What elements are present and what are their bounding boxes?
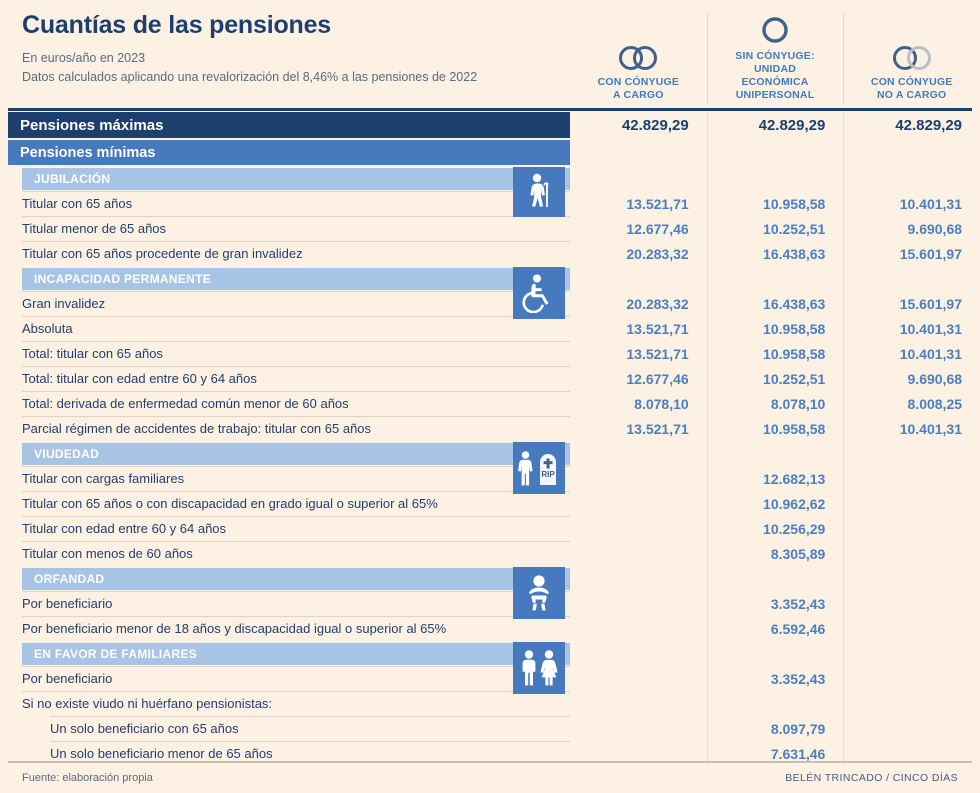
value-cell: 15.601,97 bbox=[843, 241, 980, 266]
value-cell: 3.352,43 bbox=[707, 591, 844, 616]
value-cell bbox=[843, 616, 980, 641]
row-separator bbox=[22, 391, 570, 392]
row-label-cell bbox=[0, 291, 570, 316]
value-cell: 12.677,46 bbox=[626, 370, 689, 387]
table-row bbox=[0, 716, 980, 741]
table-row bbox=[0, 616, 980, 641]
single-ring-icon bbox=[760, 15, 790, 45]
row-values bbox=[570, 666, 980, 691]
section-label-cell bbox=[0, 111, 570, 139]
row-label-cell bbox=[0, 416, 570, 441]
row-label: Total: titular con edad entre 60 y 64 años bbox=[22, 371, 257, 386]
title-block bbox=[0, 0, 570, 108]
row-label-cell bbox=[0, 516, 570, 541]
value-cell bbox=[843, 716, 980, 741]
footer bbox=[0, 763, 980, 793]
section-header-row bbox=[0, 641, 980, 666]
two-rings-one-faded-icon bbox=[890, 41, 934, 71]
value-cell bbox=[707, 441, 844, 466]
value-cell bbox=[843, 641, 980, 666]
value-cell: 12.682,13 bbox=[707, 466, 844, 491]
row-label: Titular con menos de 60 años bbox=[22, 546, 193, 561]
value-cell: 10.401,31 bbox=[843, 316, 980, 341]
table-row bbox=[0, 666, 980, 691]
row-values bbox=[570, 466, 980, 491]
col1-line4: UNIPERSONAL bbox=[735, 88, 815, 101]
section-label: INCAPACIDAD PERMANENTE bbox=[34, 271, 212, 286]
table-row bbox=[0, 241, 980, 266]
row-label-cell bbox=[0, 491, 570, 516]
row-label-cell bbox=[0, 391, 570, 416]
section-label-cell bbox=[0, 641, 570, 666]
table-body bbox=[0, 111, 980, 766]
value-cell bbox=[843, 566, 980, 591]
value-cell bbox=[843, 516, 980, 541]
col1-line3: ECONÓMICA bbox=[741, 75, 809, 88]
value-cell bbox=[843, 591, 980, 616]
section-label-cell bbox=[0, 139, 570, 166]
value-cell bbox=[570, 716, 707, 741]
value-cell bbox=[570, 139, 707, 166]
value-cell bbox=[843, 666, 980, 691]
value-cell: 8.078,10 bbox=[634, 395, 689, 412]
row-values bbox=[570, 566, 980, 591]
value-cell bbox=[570, 266, 707, 291]
section-header-row bbox=[0, 111, 980, 139]
row-values bbox=[570, 166, 980, 191]
row-values bbox=[570, 366, 980, 391]
row-label: Por beneficiario menor de 18 años y discapacidad igual o superior al 65% bbox=[22, 621, 447, 636]
row-label: Titular con cargas familiares bbox=[22, 471, 185, 486]
row-separator bbox=[22, 341, 570, 342]
col1-line2: UNIDAD bbox=[753, 62, 797, 75]
row-label-cell bbox=[0, 591, 570, 616]
row-label: Titular con 65 años o con discapacidad en grado igual o superior al 65% bbox=[22, 496, 438, 511]
row-values bbox=[570, 241, 980, 266]
value-cell: 9.690,68 bbox=[843, 216, 980, 241]
value-cell: 10.401,31 bbox=[843, 416, 980, 441]
section-header-row bbox=[0, 166, 980, 191]
value-cell bbox=[570, 541, 707, 566]
value-cell: 8.097,79 bbox=[707, 716, 844, 741]
row-values bbox=[570, 216, 980, 241]
value-cell bbox=[843, 266, 980, 291]
value-cell: 10.962,62 bbox=[707, 491, 844, 516]
value-cell bbox=[570, 591, 707, 616]
column-header-con-conyuge-no-a-cargo bbox=[843, 0, 980, 108]
row-separator bbox=[22, 366, 570, 367]
row-separator bbox=[22, 241, 570, 242]
row-values bbox=[570, 641, 980, 666]
row-values bbox=[570, 441, 980, 466]
table-row bbox=[0, 216, 980, 241]
table-row bbox=[0, 466, 980, 491]
table-row bbox=[0, 291, 980, 316]
value-cell bbox=[707, 139, 844, 166]
column-header-label bbox=[598, 76, 680, 102]
value-cell: 7.631,46 bbox=[707, 741, 844, 766]
value-cell: 3.352,43 bbox=[707, 666, 844, 691]
row-separator bbox=[22, 416, 570, 417]
row-label: Titular con 65 años procedente de gran invalidez bbox=[22, 246, 303, 261]
value-cell bbox=[570, 516, 707, 541]
section-bar bbox=[22, 168, 570, 190]
row-label-cell bbox=[0, 541, 570, 566]
value-cell bbox=[570, 441, 707, 466]
row-values bbox=[570, 391, 980, 416]
column-header-sin-conyuge bbox=[707, 0, 844, 108]
row-values bbox=[570, 291, 980, 316]
row-separator bbox=[22, 691, 570, 692]
col2-line1: CON CÓNYUGE bbox=[870, 75, 953, 88]
row-separator bbox=[22, 316, 570, 317]
section-header-row bbox=[0, 139, 980, 166]
row-separator bbox=[50, 741, 570, 742]
row-values bbox=[570, 316, 980, 341]
value-cell: 16.438,63 bbox=[707, 241, 844, 266]
credit-text: BELÉN TRINCADO / CINCO DÍAS bbox=[785, 772, 958, 784]
value-cell bbox=[570, 691, 707, 716]
row-label-cell bbox=[0, 666, 570, 691]
value-cell bbox=[707, 641, 844, 666]
value-cell bbox=[570, 491, 707, 516]
value-cell bbox=[707, 691, 844, 716]
row-values bbox=[570, 691, 980, 716]
value-cell: 10.958,58 bbox=[707, 416, 844, 441]
row-label: Titular con 65 años bbox=[22, 196, 133, 211]
page-title: Cuantías de las pensiones bbox=[22, 11, 331, 39]
section-bar bbox=[8, 112, 570, 138]
value-cell bbox=[843, 691, 980, 716]
row-separator bbox=[22, 216, 570, 217]
row-values bbox=[570, 516, 980, 541]
table-row bbox=[0, 391, 980, 416]
col2-line2: NO A CARGO bbox=[876, 88, 947, 101]
col0-line1: CON CÓNYUGE bbox=[597, 75, 680, 88]
value-cell: 10.252,51 bbox=[707, 216, 844, 241]
child-icon bbox=[513, 567, 565, 619]
row-values bbox=[570, 139, 980, 166]
value-cell: 42.829,29 bbox=[843, 111, 980, 139]
section-label: Pensiones mínimas bbox=[20, 144, 156, 161]
value-cell: 16.438,63 bbox=[707, 291, 844, 316]
row-values bbox=[570, 491, 980, 516]
two-linked-rings-icon bbox=[616, 41, 660, 71]
table-row bbox=[0, 416, 980, 441]
row-separator bbox=[22, 666, 570, 667]
row-separator bbox=[22, 191, 570, 192]
column-header-label bbox=[735, 50, 814, 103]
row-values bbox=[570, 616, 980, 641]
row-separator bbox=[22, 516, 570, 517]
table-row bbox=[0, 366, 980, 391]
value-cell: 10.958,58 bbox=[707, 191, 844, 216]
subtitle-units: En euros/año en 2023 bbox=[22, 50, 146, 65]
row-label: Absoluta bbox=[22, 321, 73, 336]
row-values bbox=[570, 541, 980, 566]
value-cell: 15.601,97 bbox=[843, 291, 980, 316]
column-header-con-conyuge-a-cargo bbox=[570, 0, 707, 108]
row-values bbox=[570, 266, 980, 291]
section-bar bbox=[22, 568, 570, 590]
row-separator bbox=[22, 616, 570, 617]
value-cell bbox=[570, 466, 707, 491]
table-row bbox=[0, 316, 980, 341]
section-label: EN FAVOR DE FAMILIARES bbox=[34, 646, 198, 661]
value-cell: 8.305,89 bbox=[707, 541, 844, 566]
value-cell: 42.829,29 bbox=[707, 111, 844, 139]
row-label-cell bbox=[0, 616, 570, 641]
section-label-cell bbox=[0, 266, 570, 291]
wheelchair-icon bbox=[513, 267, 565, 319]
svg-text:RIP: RIP bbox=[541, 470, 555, 479]
table-row bbox=[0, 191, 980, 216]
row-label-cell bbox=[0, 341, 570, 366]
value-cell: 10.958,58 bbox=[707, 341, 844, 366]
header bbox=[0, 0, 980, 108]
value-cell: 8.008,25 bbox=[843, 391, 980, 416]
section-bar bbox=[22, 268, 570, 290]
column-header-label bbox=[871, 76, 953, 102]
value-cell: 13.521,71 bbox=[626, 320, 689, 337]
value-cell: 42.829,29 bbox=[621, 116, 689, 134]
value-cell: 13.521,71 bbox=[626, 345, 689, 362]
value-cell bbox=[707, 166, 844, 191]
row-values bbox=[570, 111, 980, 139]
value-cell bbox=[707, 266, 844, 291]
source-text: Fuente: elaboración propia bbox=[22, 772, 153, 784]
value-cell: 10.401,31 bbox=[843, 341, 980, 366]
value-cell: 13.521,71 bbox=[626, 420, 689, 437]
value-cell bbox=[843, 139, 980, 166]
value-cell: 10.256,29 bbox=[707, 516, 844, 541]
value-cell bbox=[843, 491, 980, 516]
value-cell bbox=[707, 566, 844, 591]
table-row bbox=[0, 491, 980, 516]
value-cell: 8.078,10 bbox=[707, 391, 844, 416]
value-cell: 13.521,71 bbox=[626, 195, 689, 212]
value-cell bbox=[843, 541, 980, 566]
section-label-cell bbox=[0, 166, 570, 191]
value-cell: 10.958,58 bbox=[707, 316, 844, 341]
value-cell bbox=[570, 641, 707, 666]
column-headers bbox=[570, 0, 980, 108]
row-label-cell bbox=[0, 366, 570, 391]
row-separator bbox=[22, 541, 570, 542]
section-label: ORFANDAD bbox=[34, 571, 105, 586]
table-row bbox=[0, 541, 980, 566]
row-values bbox=[570, 191, 980, 216]
row-label: Total: titular con 65 años bbox=[22, 346, 163, 361]
row-label-cell bbox=[0, 716, 570, 741]
value-cell bbox=[570, 166, 707, 191]
table-row bbox=[0, 516, 980, 541]
value-cell: 10.252,51 bbox=[707, 366, 844, 391]
row-separator bbox=[22, 291, 570, 292]
col0-line2: A CARGO bbox=[613, 88, 664, 101]
row-label-cell bbox=[0, 316, 570, 341]
value-cell bbox=[843, 166, 980, 191]
value-cell: 12.677,46 bbox=[626, 220, 689, 237]
row-separator bbox=[22, 591, 570, 592]
value-cell: 6.592,46 bbox=[707, 616, 844, 641]
row-values bbox=[570, 591, 980, 616]
value-cell bbox=[843, 441, 980, 466]
section-header-row bbox=[0, 566, 980, 591]
section-bar bbox=[8, 140, 570, 165]
row-label: Gran invalidez bbox=[22, 296, 106, 311]
elderly-person-with-cane-icon bbox=[513, 167, 565, 217]
table-row bbox=[0, 691, 980, 716]
value-cell bbox=[570, 616, 707, 641]
row-label: Total: derivada de enfermedad común menor de 60 años bbox=[22, 396, 349, 411]
section-header-row bbox=[0, 266, 980, 291]
section-label: JUBILACIÓN bbox=[34, 171, 111, 186]
widow-gravestone-rip-icon bbox=[513, 442, 565, 494]
value-cell: 20.283,32 bbox=[626, 295, 689, 312]
row-label: Si no existe viudo ni huérfano pensionistas: bbox=[22, 696, 273, 711]
row-label-cell bbox=[0, 691, 570, 716]
row-separator bbox=[22, 491, 570, 492]
subtitle-note: Datos calculados aplicando una revalorización del 8,46% a las pensiones de 2022 bbox=[22, 69, 478, 84]
row-label-cell bbox=[0, 241, 570, 266]
row-label: Titular con edad entre 60 y 64 años bbox=[22, 521, 227, 536]
man-and-woman-icon bbox=[513, 642, 565, 694]
row-label: Titular menor de 65 años bbox=[22, 221, 167, 236]
section-label-cell bbox=[0, 566, 570, 591]
section-bar bbox=[22, 643, 570, 665]
row-label-cell bbox=[0, 191, 570, 216]
table-row bbox=[0, 341, 980, 366]
value-cell: 10.401,31 bbox=[843, 191, 980, 216]
row-label: Por beneficiario bbox=[22, 671, 113, 686]
section-bar bbox=[22, 443, 570, 465]
section-label: Pensiones máximas bbox=[20, 116, 164, 134]
value-cell bbox=[843, 466, 980, 491]
value-cell: 9.690,68 bbox=[843, 366, 980, 391]
value-cell bbox=[570, 666, 707, 691]
value-cell bbox=[570, 566, 707, 591]
row-label-cell bbox=[0, 216, 570, 241]
row-values bbox=[570, 341, 980, 366]
row-label: Un solo beneficiario con 65 años bbox=[50, 721, 239, 736]
row-values bbox=[570, 716, 980, 741]
row-label: Un solo beneficiario menor de 65 años bbox=[50, 746, 273, 761]
row-label: Por beneficiario bbox=[22, 596, 113, 611]
table-row bbox=[0, 591, 980, 616]
row-label: Parcial régimen de accidentes de trabajo: titular con 65 años bbox=[22, 421, 372, 436]
row-values bbox=[570, 416, 980, 441]
row-label-cell bbox=[0, 466, 570, 491]
row-separator bbox=[50, 716, 570, 717]
section-label: VIUDEDAD bbox=[34, 446, 100, 461]
value-cell: 20.283,32 bbox=[626, 245, 689, 262]
col1-line1: SIN CÓNYUGE: bbox=[735, 49, 815, 62]
row-separator bbox=[22, 466, 570, 467]
